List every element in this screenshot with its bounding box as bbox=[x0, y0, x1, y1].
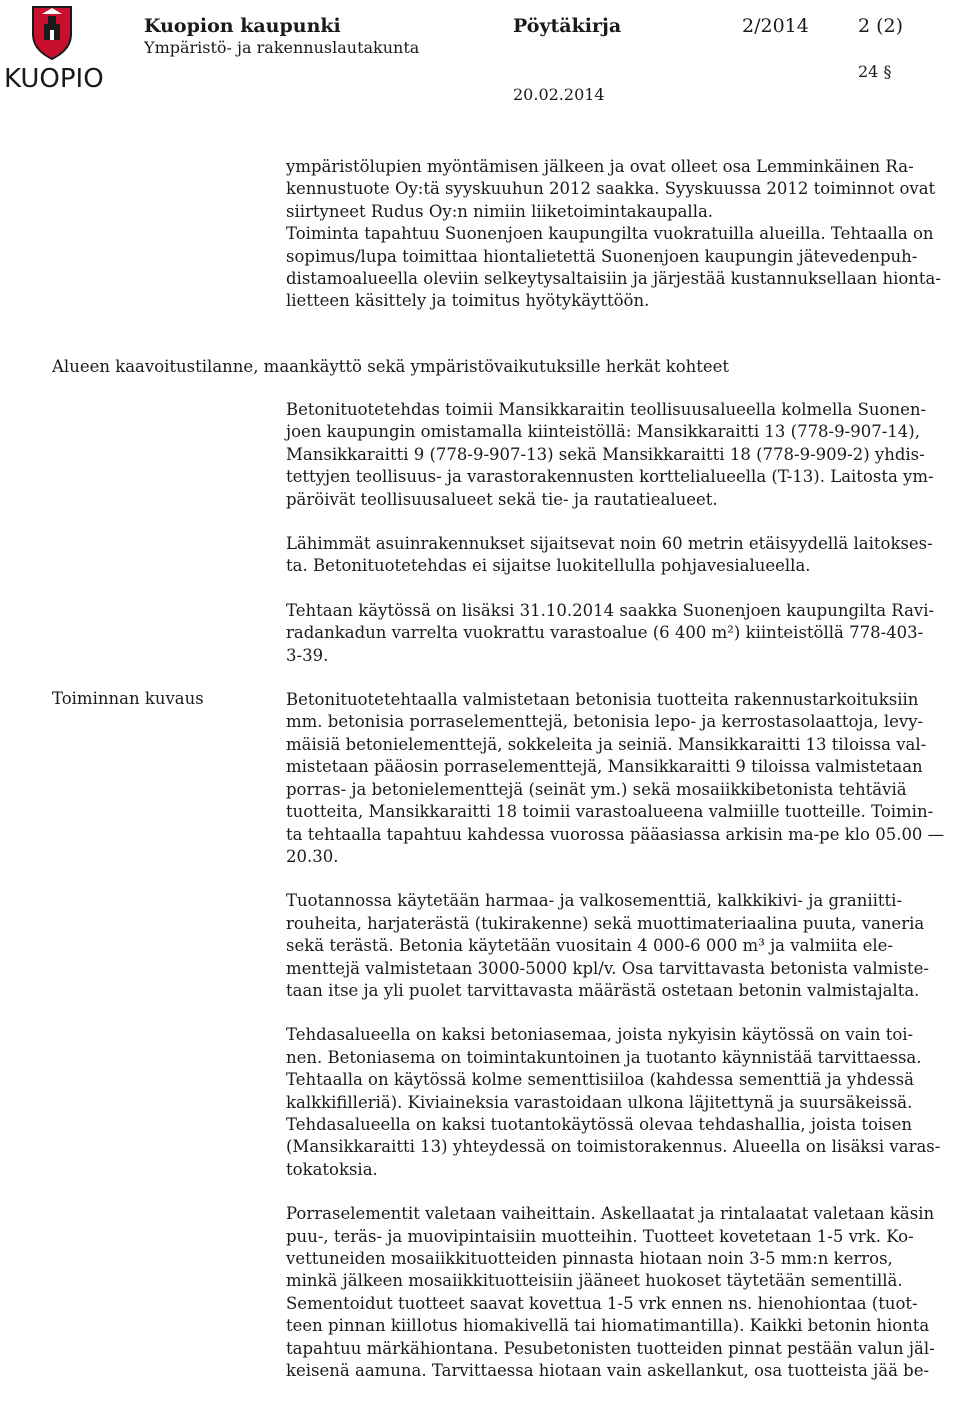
text-line: Betonituotetehtaalla valmistetaan betonisia tuotteita rakennustarkoituksiin bbox=[286, 690, 919, 710]
text-line: tettyjen teollisuus- ja varastorakennusten korttelialueella (T-13). Laitosta ym- bbox=[286, 467, 934, 487]
text-line: rouheita, harjaterästä (tukirakenne) sekä muottimateriaalina puuta, vaneria bbox=[286, 913, 925, 933]
text-line: Sementoidut tuotteet saavat kovettua 1-5 vrk ennen ns. hienohiontaa (tuot- bbox=[286, 1293, 918, 1313]
description-column bbox=[286, 399, 958, 1404]
text-line: puu-, teräs- ja muovipintaisiin muotteihin. Tuotteet kovetetaan 1-5 vrk. Ko- bbox=[286, 1226, 914, 1246]
text-line: mäisiä betonielementtejä, sokkeleita ja seiniä. Mansikkaraitti 13 tiloissa val- bbox=[286, 734, 927, 754]
text-line: Mansikkaraitti 9 (778-9-907-13) sekä Mansikkaraitti 18 (778-9-909-2) yhdis- bbox=[286, 444, 925, 464]
text-line: minkä jälkeen mosaiikkituotteisiin jääneet huokoset täytetään sementillä. bbox=[286, 1271, 903, 1291]
paragraph bbox=[286, 1203, 958, 1382]
text-line: teen pinnan kiillotus hiomakivellä tai hiomatimantilla). Kaikki betonin hionta bbox=[286, 1316, 930, 1336]
text-line: Lähimmät asuinrakennukset sijaitsevat noin 60 metrin etäisyydellä laitokses- bbox=[286, 534, 933, 554]
text-line: vettuneiden mosaiikkituotteiden pinnasta hiotaan noin 3-5 mm:n kerros, bbox=[286, 1249, 893, 1268]
text-line: menttejä valmistetaan 3000-5000 kpl/v. Osa tarvittavasta betonista valmiste- bbox=[286, 958, 929, 978]
text-line: Tehdasalueella on kaksi betoniasemaa, joista nykyisin käytössä on vain toi- bbox=[286, 1025, 914, 1045]
text-line: (Mansikkaraitti 13) yhteydessä on toimistorakennus. Alueella on lisäksi varas- bbox=[286, 1137, 941, 1157]
text-line: radankadun varrelta vuokrattu varastoalue (6 400 m²) kiinteistöllä 778-403- bbox=[286, 623, 924, 643]
city-logo bbox=[4, 4, 104, 96]
text-line: Porraselementit valetaan vaiheittain. Askellaatat ja rintalaatat valetaan käsin bbox=[286, 1204, 935, 1224]
text-line: mistetaan pääosin porraselementtejä, Mansikkaraitti 9 tiloissa valmistetaan bbox=[286, 757, 923, 777]
section-heading: Alueen kaavoitustilanne, maankäyttö sekä ympäristövaikutuksille herkät kohteet bbox=[52, 357, 730, 376]
side-label-toiminnan-kuvaus: Toiminnan kuvaus bbox=[52, 689, 204, 708]
text-line: kalkkifilleriä). Kiviaineksia varastoidaan ulkona läjitettynä ja suursäkeissä. bbox=[286, 1092, 913, 1112]
text-line: tuotteita, Mansikkaraitti 18 toimii varastoalueena valmiille tuotteille. Toimin- bbox=[286, 802, 934, 822]
meeting-date: 20.02.2014 bbox=[513, 85, 605, 104]
text-line: joen kaupungin omistamalla kiinteistöllä: Mansikkaraitti 13 (778-9-907-14), bbox=[286, 422, 920, 442]
text-line: taan itse ja yli puolet tarvittavasta määrästä ostetaan betonin valmistajalta. bbox=[286, 980, 920, 1000]
text-line: tapahtuu märkähiontana. Pesubetonisten tuotteiden pinnat pestään valun jäl- bbox=[286, 1338, 935, 1358]
text-line: mm. betonisia porraselementtejä, betonisia lepo- ja kerrostasolaattoja, levy- bbox=[286, 712, 924, 732]
department-name: Ympäristö- ja rakennuslautakunta bbox=[144, 38, 420, 57]
text-line: Toiminta tapahtuu Suonenjoen kaupungilta vuokratuilla alueilla. Tehtaalla on bbox=[286, 224, 934, 244]
text-line: Tehtaalla on käytössä kolme sementtisiiloa (kahdessa sementtiä ja yhdessä bbox=[286, 1070, 914, 1090]
text-line: porras- ja betonielementtejä (seinät ym.) sekä mosaiikkibetonista tehtäviä bbox=[286, 779, 907, 799]
text-line: siirtyneet Rudus Oy:n nimiin liiketoimintakaupalla. bbox=[286, 201, 714, 221]
text-line: 3-39. bbox=[286, 645, 329, 665]
text-line: 20.30. bbox=[286, 846, 339, 866]
paragraph bbox=[286, 1024, 958, 1181]
paragraph bbox=[286, 689, 958, 868]
paragraph bbox=[286, 399, 958, 511]
section-number: 24 § bbox=[858, 62, 892, 81]
text-line: nen. Betoniasema on toimintakuntoinen ja tuotanto käynnistää tarvittaessa. bbox=[286, 1047, 922, 1067]
text-line: ympäristölupien myöntämisen jälkeen ja ovat olleet osa Lemminkäinen Ra- bbox=[286, 157, 914, 176]
text-line: distamoalueella oleviin selkeytysaltaisiin ja järjestää kustannuksellaan hionta- bbox=[286, 269, 941, 289]
page-number: 2 (2) bbox=[858, 15, 904, 37]
coat-of-arms-icon bbox=[30, 4, 74, 60]
paragraph bbox=[286, 600, 958, 667]
document-type: Pöytäkirja bbox=[513, 15, 622, 37]
text-line: päröivät teollisuusalueet sekä tie- ja rautatiealueet. bbox=[286, 489, 718, 509]
paragraph bbox=[286, 890, 958, 1002]
logo-wordmark: KUOPIO bbox=[4, 64, 104, 94]
text-line: Tehdasalueella on kaksi tuotantokäytössä olevaa tehdashallia, joista toisen bbox=[286, 1114, 913, 1134]
text-line: Betonituotetehdas toimii Mansikkaraitin teollisuusalueella kolmella Suonen- bbox=[286, 400, 927, 419]
text-line: ta. Betonituotetehdas ei sijaitse luokitellulla pohjavesialueella. bbox=[286, 556, 811, 576]
text-line: sopimus/lupa toimittaa hiontalietettä Suonenjoen kaupungin jätevedenpuh- bbox=[286, 246, 918, 266]
text-line: tokatoksia. bbox=[286, 1159, 378, 1179]
text-line: lietteen käsittely ja toimitus hyötykäyttöön. bbox=[286, 291, 650, 311]
document-number: 2/2014 bbox=[742, 15, 809, 37]
text-line: ta tehtaalla tapahtuu kahdessa vuorossa pääasiassa arkisin ma-pe klo 05.00 — bbox=[286, 824, 945, 844]
text-line: kennustuote Oy:tä syyskuuhun 2012 saakka. Syyskuussa 2012 toiminnot ovat bbox=[286, 179, 936, 199]
intro-paragraph bbox=[286, 156, 958, 313]
organization-name: Kuopion kaupunki bbox=[144, 15, 341, 37]
text-line: keisenä aamuna. Tarvittaessa hiotaan vain askellankut, osa tuotteista jää be- bbox=[286, 1361, 930, 1381]
text-line: Tuotannossa käytetään harmaa- ja valkosementtiä, kalkkikivi- ja graniitti- bbox=[286, 891, 903, 911]
text-line: sekä terästä. Betonia käytetään vuositain 4 000-6 000 m³ ja valmiita ele- bbox=[286, 936, 893, 956]
paragraph bbox=[286, 533, 958, 578]
text-line: Tehtaan käytössä on lisäksi 31.10.2014 saakka Suonenjoen kaupungilta Ravi- bbox=[286, 600, 935, 620]
